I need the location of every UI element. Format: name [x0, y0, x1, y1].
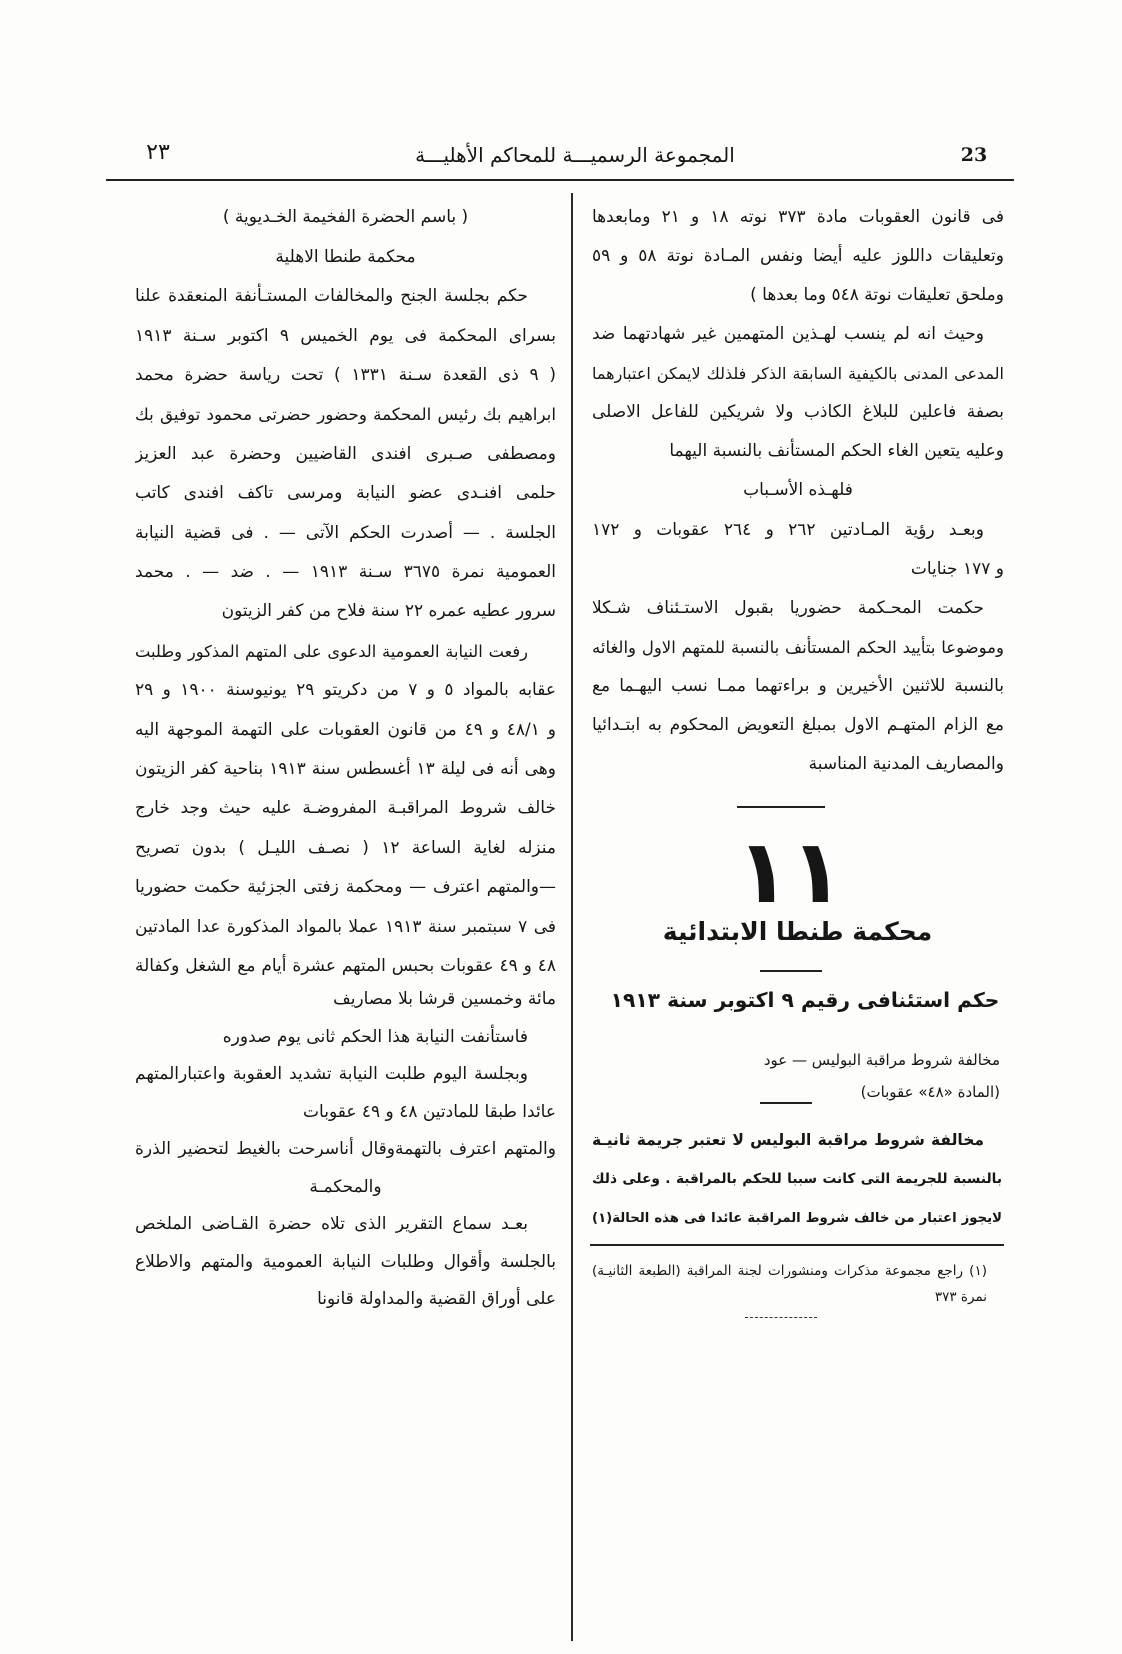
summary-underline [760, 1102, 812, 1104]
section-heading: فلهـذه الأسـباب [743, 480, 853, 501]
text-line: رفعت النيابة العمومية الدعوى على المتهم المذكور وطلبت [135, 641, 528, 661]
text-line: بصفة فاعلين للبلاغ الكاذب ولا شريكين للفاعل الاصلى [592, 402, 1004, 423]
page-number-arabic: ٢٣ [146, 140, 170, 165]
text-line: بالجلسة وأقوال وطلبات النيابة العمومية والمتهم والاطلاع [135, 1251, 556, 1272]
text-line: بسراى المحكمة فى يوم الخميس ٩ اكتوبر سـنة ١٩١٣ [135, 325, 556, 346]
judgment-invocation: ( باسم الحضرة الفخيمة الخـديوية ) [222, 207, 469, 228]
text-line: حكم بجلسة الجنح والمخالفات المستـأنفة المنعقدة علنا [135, 286, 528, 307]
header-rule [106, 179, 1014, 181]
text-line: وعليه يتعين الغاء الحكم المستأنف بالنسبة اليهما [669, 441, 1004, 462]
text-line: على أوراق القضية والمداولة قانونا [317, 1289, 556, 1310]
text-line: ( ٩ ذى القعدة سـنة ١٣٣١ ) تحت رياسة حضرة محمد [135, 364, 556, 385]
text-line: —والمتهم اعترف — ومحكمة زفتى الجزئية حكمت حضوريا [135, 877, 556, 898]
text-line: المدعى المدنى بالكيفية السابقة الذكر فلذلك لايمكن اعتبارهما [592, 364, 1004, 384]
running-head-title: المجموعة الرسميـــة للمحاكم الأهليـــة [415, 143, 735, 167]
text-line: وحيث انه لم ينسب لهـذين المتهمين غير شهادتهما ضد [592, 324, 984, 345]
column-divider [571, 193, 573, 1641]
footnote-line: نمرة ٣٧٣ [934, 1289, 987, 1305]
text-line: وهى أنه فى ليلة ١٣ أغسطس سنة ١٩١٣ بناحية كفر الزيتون [135, 758, 556, 779]
text-line: فى ٧ سبتمبر سنة ١٩١٣ عملا بالمواد المذكورة عدا المادتين [135, 916, 556, 937]
left-column-judgment-start [135, 198, 556, 986]
text-line: العمومية نمرة ٣٦٧٥ سـنة ١٩١٣ — . ضد — . محمد [135, 561, 556, 582]
text-line: سرور عطيه عمره ٢٢ سنة فلاح من كفر الزيتون [221, 601, 556, 622]
case-number: ١١ [736, 820, 844, 923]
text-line: فاستأنفت النيابة هذا الحكم ثانى يوم صدوره [222, 1026, 528, 1047]
judgment-heading: حكم استئنافى رقيم ٩ اكتوبر سنة ١٩١٣ [610, 988, 1000, 1012]
footnote-end-rule [745, 1317, 817, 1318]
court-name: محكمة طنطا الاهلية [275, 246, 416, 267]
text-line: والمصاريف المدنية المناسبة [808, 753, 1004, 774]
text-line: وبجلسة اليوم طلبت النيابة تشديد العقوبة واعتبارالمتهم [135, 1064, 528, 1085]
principle-line: مخالفة شروط مراقبة البوليس لا تعتبر جريمة ثانيـة [592, 1130, 984, 1149]
footnote-rule [590, 1244, 1004, 1246]
principle-line: بالنسبة للجريمة التى كانت سببا للحكم بالمراقبة . وعلى ذلك [592, 1170, 1002, 1187]
text-line: وموضوعا بتأييد الحكم المستأنف بالنسبة للمتهم الاول والغائه [592, 637, 1004, 657]
text-line: خالف شروط المراقبـة المفروضـة عليه حيث وجد خارج [135, 798, 556, 819]
text-line: وتعليقات داللوز عليه أيضا ونفس المـادة نوتة ٥٨ و ٥٩ [592, 246, 1004, 267]
text-line: مع الزام المتهـم الاول بمبلغ التعويض المحكوم به ابتـدائيا [592, 714, 1004, 735]
footnote-line: (١) راجع مجموعة مذكرات ومنشورات لجنة المراقبة (الطبعة الثانيـة) [592, 1263, 987, 1279]
left-column-judgment-continued [135, 981, 556, 1319]
text-line: ابراهيم بك رئيس المحكمة وحضور حضرتى محمود توفيق بك [135, 404, 556, 425]
heading-separator [760, 970, 822, 972]
principle-line: لايجوز اعتبار من خالف شروط المراقبة عائدا فى هذه الحالة(١) [592, 1210, 1002, 1226]
footnote [592, 1258, 987, 1310]
section-separator [737, 806, 825, 808]
text-line: و ٤٨/١ و ٤٩ من قانون العقوبات على التهمة الموجهة اليه [135, 719, 556, 740]
text-line: عائدا طبقا للمادتين ٤٨ و ٤٩ عقوبات [303, 1101, 556, 1122]
text-line: بالنسبة للاثنين الأخيرين و براءتهما ممـا نسب اليهـما مع [592, 675, 1004, 696]
text-line: وملحق تعليقات نوتة ٥٤٨ وما بعدها ) [750, 285, 1004, 306]
text-line: بعـد سماع التقرير الذى تلاه حضرة القـاضى الملخص [135, 1214, 528, 1235]
summary-article: (المادة «٤٨» عقوبات) [860, 1083, 1000, 1101]
text-line: عقابه بالمواد ٥ و ٧ من دكريتو ٢٩ يونيوسنة ١٩٠٠ و ٢٩ [135, 680, 556, 701]
page-number: 23 [960, 144, 988, 166]
text-line: مائة وخمسين قرشا بلا مصاريف [333, 989, 556, 1010]
text-line: منزله لغاية الساعة ١٢ ( نصـف الليـل ) بدون تصريح [135, 837, 556, 858]
court-heading: محكمة طنطا الابتدائية [662, 917, 933, 946]
text-line: وبعـد رؤية المـادتين ٢٦٢ و ٢٦٤ عقوبات و ١٧٢ [592, 519, 984, 540]
text-line: حلمى افنـدى عضو النيابة ومرسى تاكف افندى كاتب [135, 483, 556, 504]
text-line: فى قانون العقوبات مادة ٣٧٣ نوته ١٨ و ٢١ ومابعدها [592, 207, 1004, 227]
text-line: ومصطفى صـبرى افندى القاضيين وحضرة عبد العزيز [135, 443, 556, 464]
text-line: ٤٨ و ٤٩ عقوبات بحبس المتهم عشرة أيام مع الشغل وكفالة [135, 956, 556, 977]
text-line: حكمت المحـكمة حضوريا بقبول الاستـئناف شـكلا [592, 597, 984, 618]
summary-topic: مخالفة شروط مراقبة البوليس — عود [763, 1051, 1000, 1069]
text-line: الجلسة . — أصدرت الحكم الآتى — . فى قضية النيابة [135, 522, 556, 543]
right-column-judgment-end [592, 198, 1004, 784]
text-line: و ١٧٧ جنايات [910, 558, 1004, 579]
text-line: والمتهم اعترف بالتهمةوقال أناسرحت بالغيط لتحضير الذرة [135, 1139, 556, 1160]
legal-principle [592, 1121, 1002, 1238]
section-heading: والمحكمـة [309, 1176, 382, 1197]
